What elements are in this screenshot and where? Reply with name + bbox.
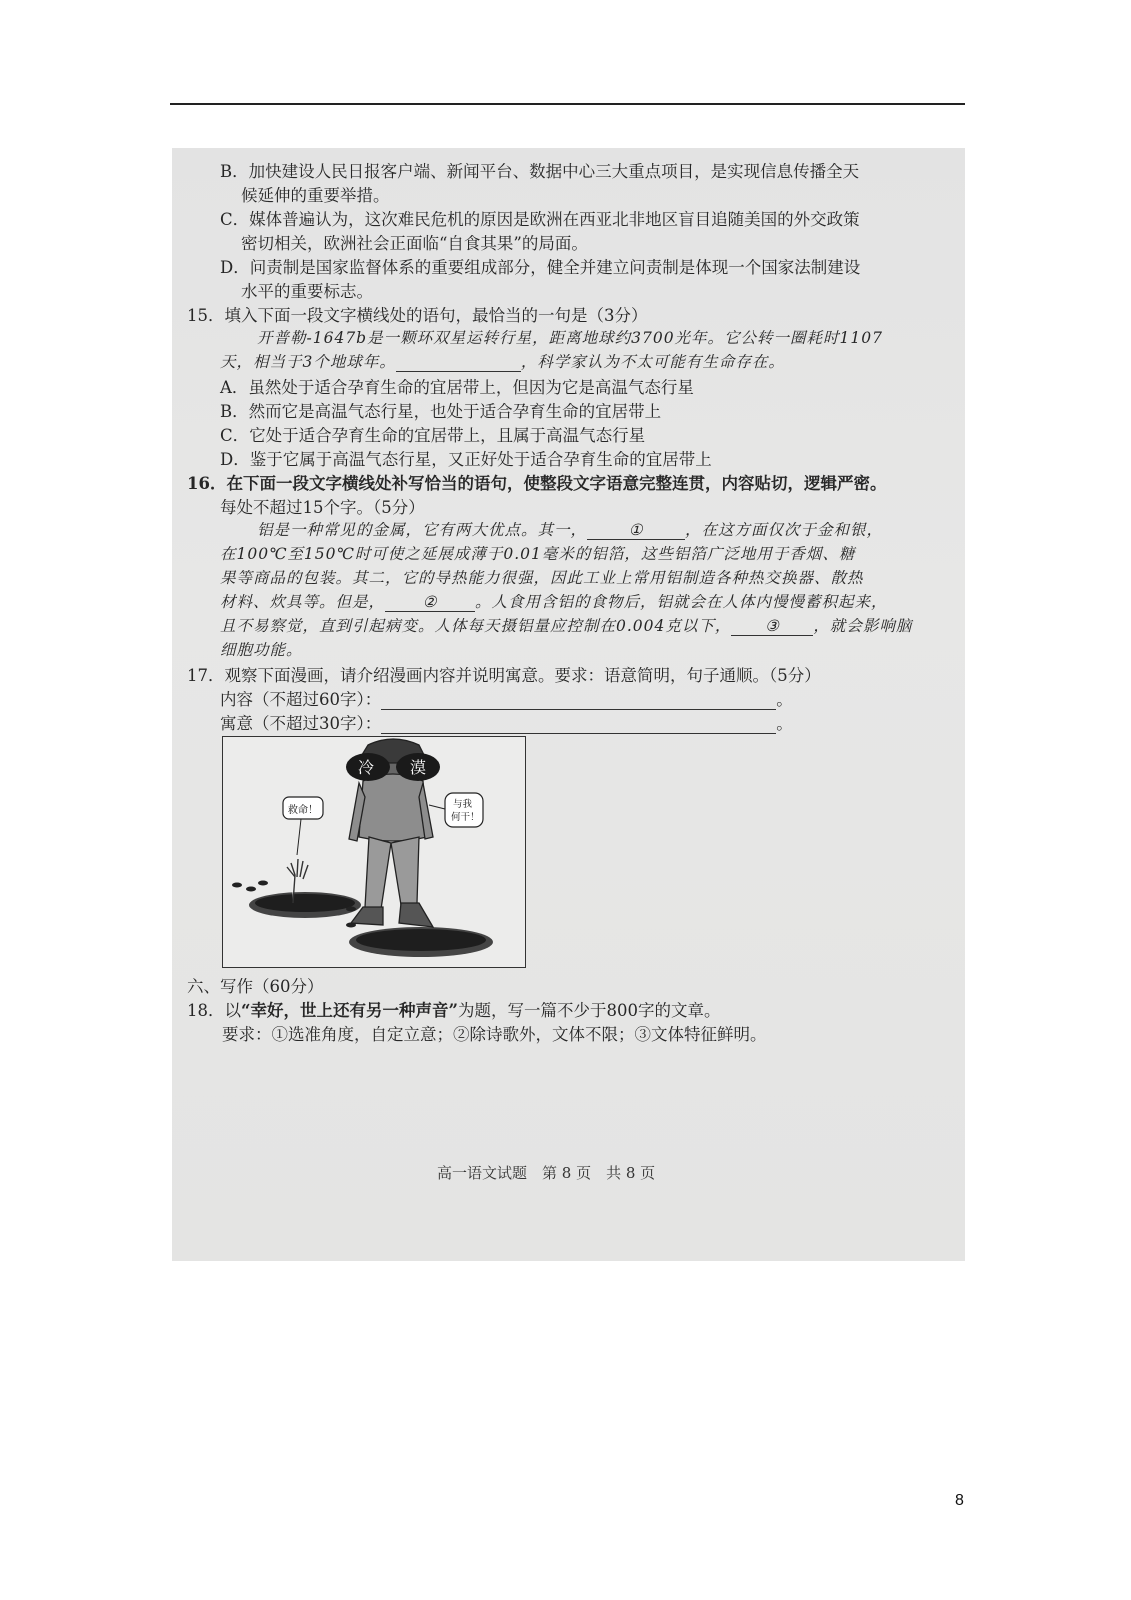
q18-requirements: 要求：①选准角度，自定立意；②除诗歌外，文体不限；③文体特征鲜明。 <box>222 1025 767 1044</box>
header-rule <box>170 103 965 105</box>
cartoon-illustration <box>222 736 526 968</box>
q14-option-b-line2: 候延伸的重要举措。 <box>241 186 390 205</box>
q16-passage-line3: 果等商品的包装。其二，它的导热能力很强，因此工业上常用铝制造各种热交换器、散热 <box>220 569 864 587</box>
q15-passage-text-b: ，科学家认为不太可能有生命存在。 <box>520 353 785 371</box>
q16-passage-line4 <box>220 590 888 612</box>
q16-text-5a: 且不易察觉，直到引起病变。人体每天摄铝量应控制在0.004克以下， <box>220 617 732 635</box>
q16-text-4b: 。人食用含铝的食物后，铝就会在人体内慢慢蓄积起来， <box>475 593 888 611</box>
q15-option-d: D．鉴于它属于高温气态行星，又正好处于适合孕育生命的宜居带上 <box>220 450 712 469</box>
q17-content-blank <box>381 690 776 710</box>
q18-line <box>187 997 720 1021</box>
q14-option-d-line1: D．问责制是国家监督体系的重要组成部分，健全并建立问责制是体现一个国家法制建设 <box>220 258 861 277</box>
q17-stem: 17．观察下面漫画，请介绍漫画内容并说明寓意。要求：语意简明，句子通顺。（5分） <box>187 666 821 685</box>
q17-moral-label: 寓意（不超过30字）： <box>220 714 382 733</box>
q17-moral-end: 。 <box>776 714 793 733</box>
q16-passage-line6: 细胞功能。 <box>220 641 303 659</box>
q16-stem-line2: 每处不超过15个字。（5分） <box>220 498 425 517</box>
q15-passage-line2 <box>220 350 785 372</box>
bubble-right-text-2: 何干！ <box>451 812 480 823</box>
q16-text-5b: ，就会影响脑 <box>813 617 913 635</box>
q16-text-4a: 材料、炊具等。但是， <box>220 593 386 611</box>
bubble-right-text-1: 与我 <box>453 799 473 810</box>
scanned-exam-page <box>172 148 965 1261</box>
q16-blank-2: ② <box>385 593 475 612</box>
exam-footer: 高一语文试题 第 8 页 共 8 页 <box>437 1164 656 1182</box>
q16-passage-line5 <box>220 614 912 636</box>
q18-title-quote: “幸好，世上还有另一种声音” <box>241 1001 458 1020</box>
q15-option-c: C．它处于适合孕育生命的宜居带上，且属于高温气态行星 <box>220 426 646 445</box>
q17-moral-line <box>220 710 793 734</box>
q17-content-label: 内容（不超过60字）： <box>220 690 382 709</box>
q16-blank-3: ③ <box>731 617 813 636</box>
q14-option-c-line1: C．媒体普遍认为，这次难民危机的原因是欧洲在西亚北非地区盲目追随美国的外交政策 <box>220 210 860 229</box>
q16-text-1b: ，在这方面仅次于金和银， <box>685 521 884 539</box>
q14-option-c-line2: 密切相关，欧洲社会正面临“自食其果”的局面。 <box>241 234 588 253</box>
bubble-left-text: 救命！ <box>288 805 318 816</box>
q16-blank-1: ① <box>587 521 685 540</box>
q15-stem: 15．填入下面一段文字横线处的语句，最恰当的一句是（3分） <box>187 306 648 325</box>
cartoon-drawing <box>223 737 525 967</box>
q16-passage-line1 <box>257 518 883 540</box>
q16-stem-line1: 16．在下面一段文字横线处补写恰当的语句，使整段文字语意完整连贯，内容贴切，逻辑严密。 <box>187 474 887 493</box>
q17-moral-blank <box>381 714 776 734</box>
q17-content-line <box>220 686 793 710</box>
q15-passage-text-a: 天，相当于3个地球年。 <box>220 353 396 371</box>
q18-text-c: 为题，写一篇不少于800字的文章。 <box>457 1001 721 1020</box>
section-6-title: 六、写作（60分） <box>187 977 324 996</box>
q15-option-a: A．虽然处于适合孕育生命的宜居带上，但因为它是高温气态行星 <box>220 378 694 397</box>
blinder-right-label: 漠 <box>410 758 427 777</box>
blinder-left-label: 冷 <box>358 758 375 777</box>
q16-passage-line2: 在100℃至150℃时可使之延展成薄于0.01毫米的铝箔，这些铝箔广泛地用于香烟、糖 <box>220 545 856 563</box>
q17-content-end: 。 <box>776 690 793 709</box>
q14-option-b-line1: B．加快建设人民日报客户端、新闻平台、数据中心三大重点项目，是实现信息传播全天 <box>220 162 860 181</box>
q14-option-d-line2: 水平的重要标志。 <box>241 282 373 301</box>
q15-option-b: B．然而它是高温气态行星，也处于适合孕育生命的宜居带上 <box>220 402 662 421</box>
q15-passage-line1: 开普勒-1647b是一颗环双星运转行星，距离地球约3700光年。它公转一圈耗时1107 <box>257 329 884 347</box>
q15-answer-blank <box>396 353 521 372</box>
page-number: 8 <box>955 1492 964 1509</box>
q18-text-a: 18．以 <box>187 1001 241 1020</box>
q16-text-1a: 铝是一种常见的金属，它有两大优点。其一， <box>257 521 588 539</box>
